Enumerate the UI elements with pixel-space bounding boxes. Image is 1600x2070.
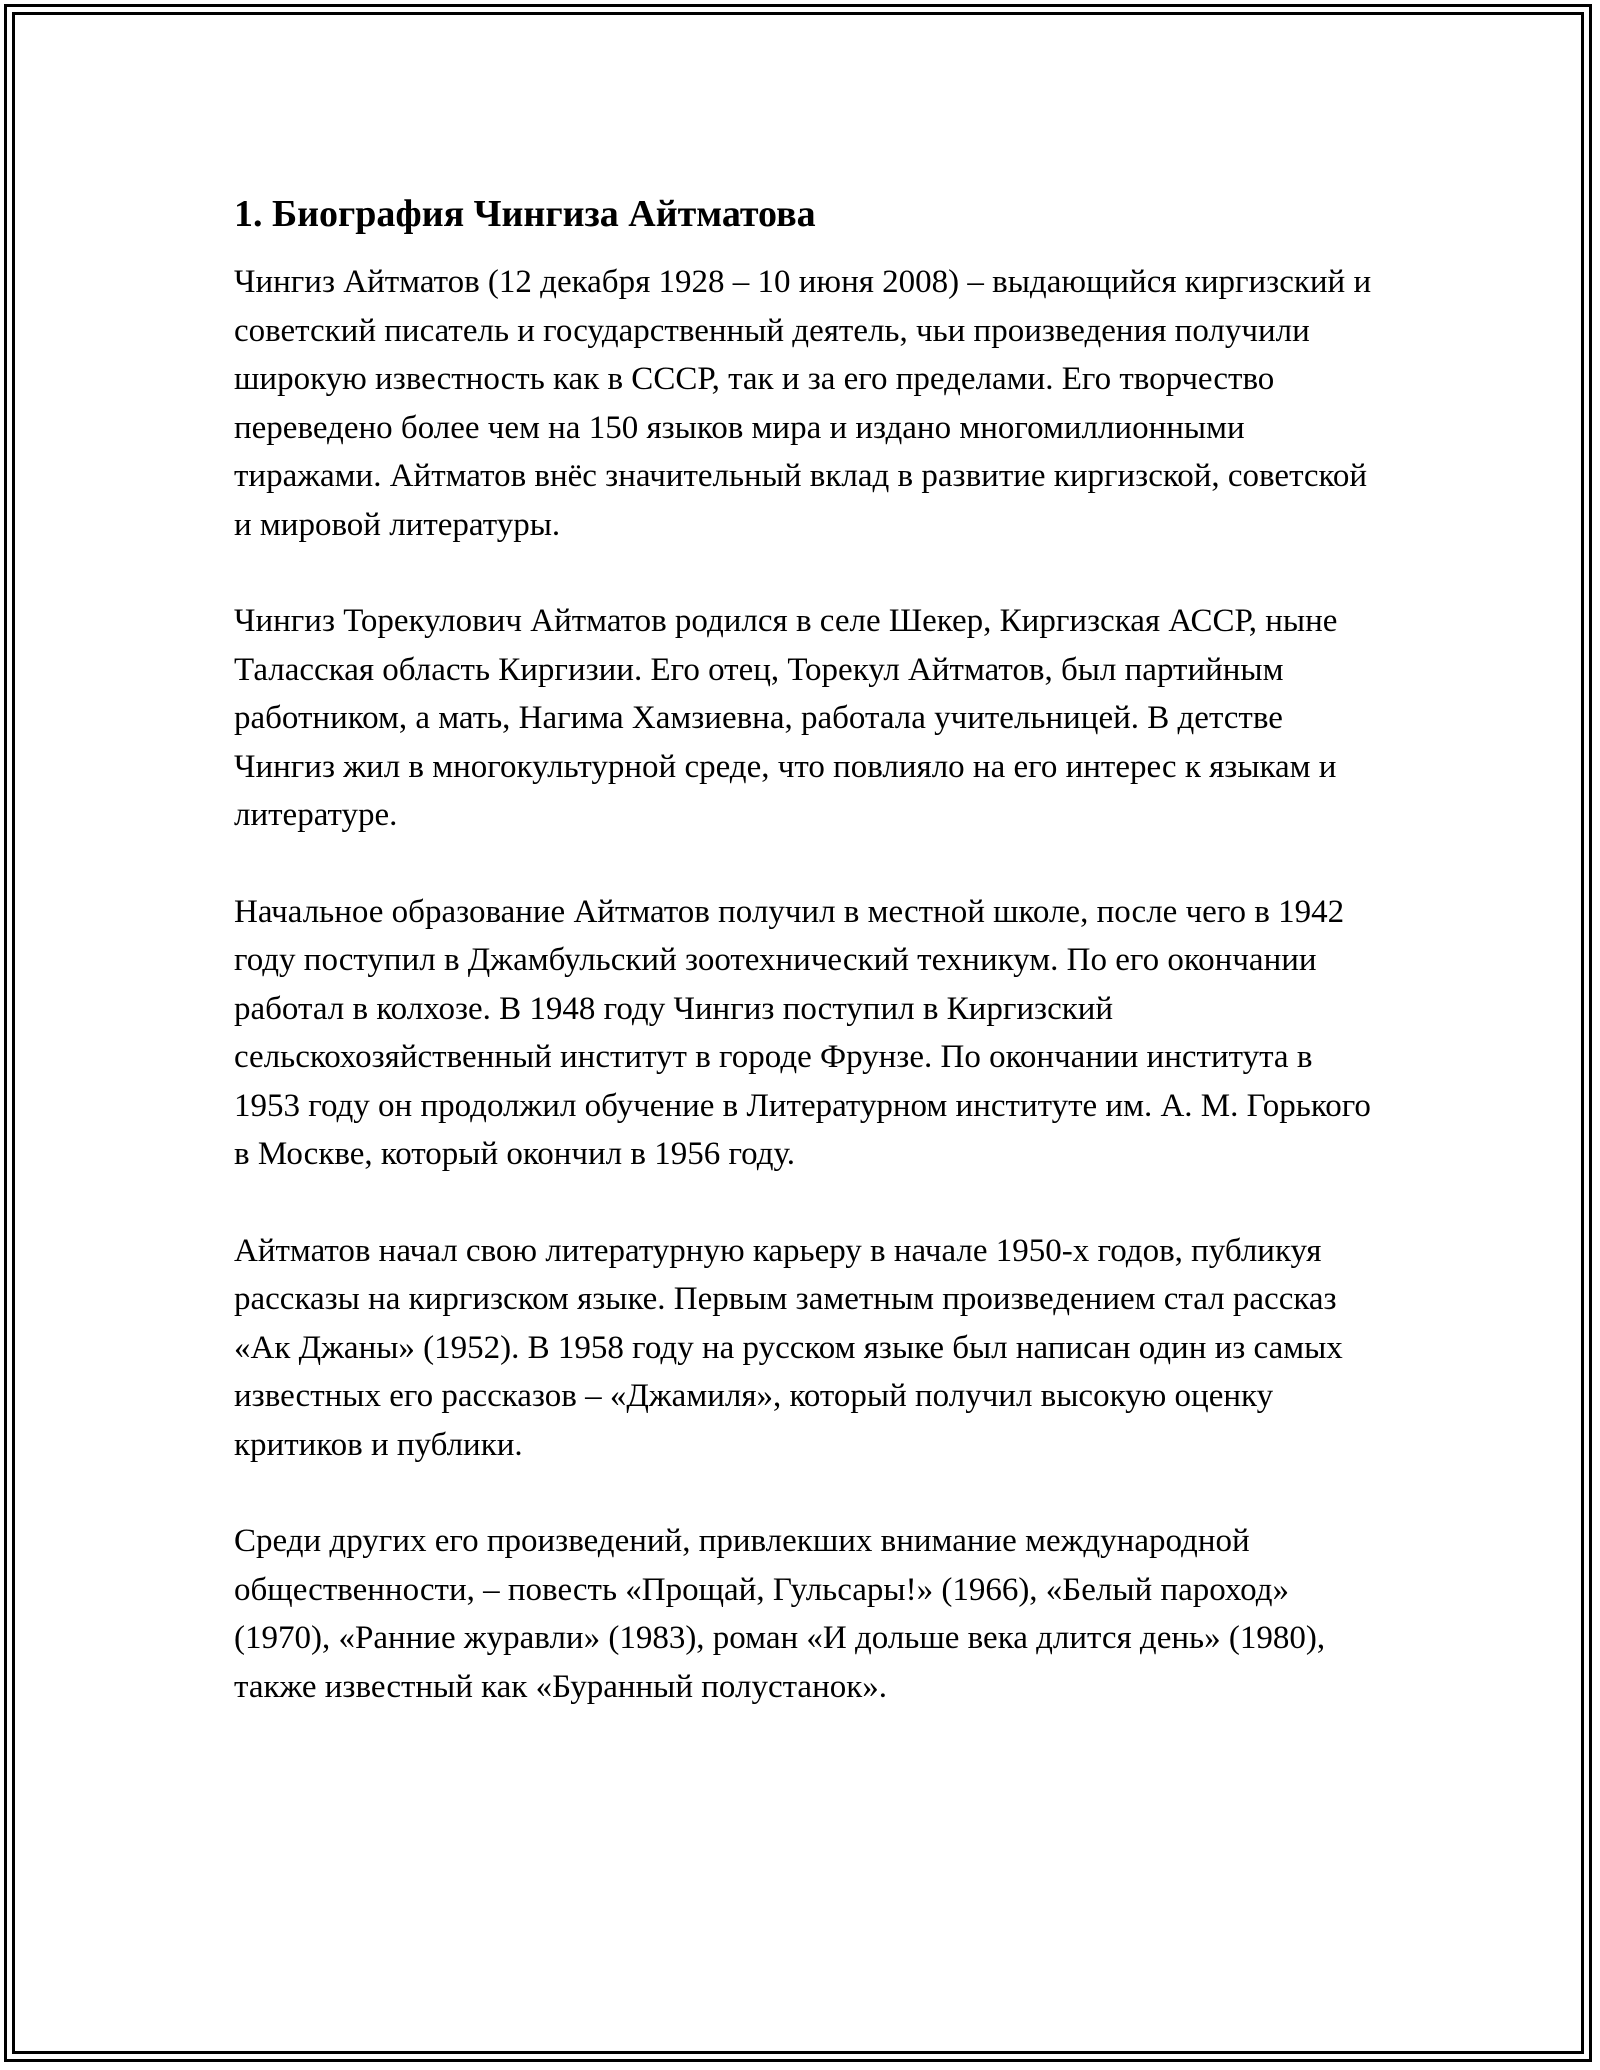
- paragraph-education: Начальное образование Айтматов получил в местной школе, после чего в 1942 году поступил в Джамбульский зоотехнический техникум. По его окончании работал в колхозе. В 1948 году Чингиз поступил в Киргизский сельскохозяйственный институт в городе Фрунзе. По окончании института в 1953 году он продолжил обучение в Литературном институте им. А. М. Горького в Москве, который окончил в 1956 году.: [234, 893, 1371, 1172]
- paragraph-career: Айтматов начал свою литературную карьеру в начале 1950-х годов, публикуя рассказы на киргизском языке. Первым заметным произведением стал рассказ «Ак Джаны» (1952). В 1958 году на русском языке был написан один из самых известных его рассказов – «Джамиля», который получил высокую оценку критиков и публики.: [234, 1232, 1343, 1463]
- paragraph-birth: Чингиз Торекулович Айтматов родился в селе Шекер, Киргизская АССР, ныне Таласская область Киргизии. Его отец, Торекул Айтматов, был партийным работником, а мать, Нагима Хамзиевна, работала учительницей. В детстве Чингиз жил в многокультурной среде, что повлияло на его интерес к языкам и литературе.: [234, 603, 1338, 833]
- paragraph-works: Среди других его произведений, привлекших внимание международной общественности, – повесть «Прощай, Гульсары!» (1966), «Белый пароход» (1970), «Ранние журавли» (1983), роман «И дольше века длится день» (1980), также известный как «Буранный полустанок».: [234, 1523, 1326, 1705]
- document-body: [234, 186, 1384, 1759]
- section-heading: 1. Биография Чингиза Айтматова: [234, 193, 816, 235]
- paragraph-intro: Чингиз Айтматов (12 декабря 1928 – 10 июня 2008) – выдающийся киргизский и советский писатель и государственный деятель, чьи произведения получили широкую известность как в СССР, так и за его пределами. Его творчество переведено более чем на 150 языков мира и издано многомиллионными тиражами. Айтматов внёс значительный вклад в развитие киргизской, советской и мировой литературы.: [234, 264, 1372, 543]
